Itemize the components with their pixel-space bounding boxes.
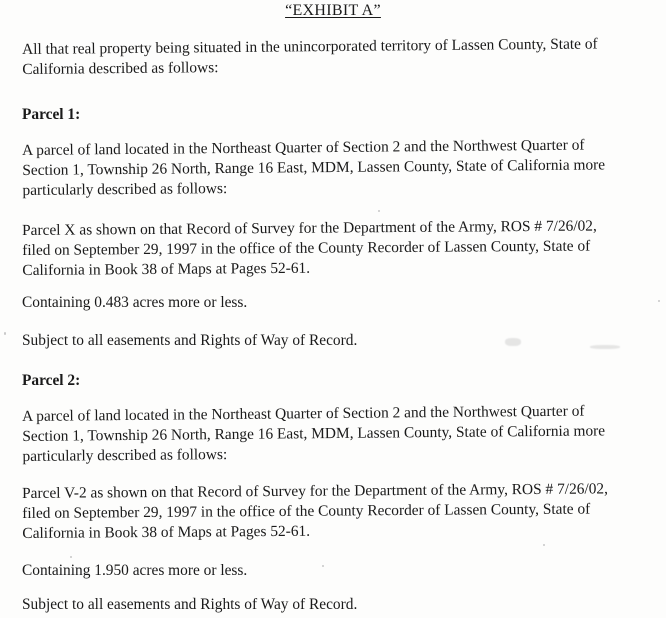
document-title: “EXHIBIT A” (285, 2, 381, 19)
parcel-1-heading: Parcel 1: (22, 106, 81, 123)
scan-speck (658, 300, 660, 302)
scan-speck (322, 565, 324, 567)
scan-speck (543, 544, 545, 546)
scan-speck (70, 556, 72, 558)
parcel-1-easements: Subject to all easements and Rights of Way of Record. (22, 332, 358, 349)
parcel-2-acreage: Containing 1.950 acres more or less. (22, 562, 248, 579)
parcel-2-easements: Subject to all easements and Rights of Way of Record. (22, 596, 358, 613)
scan-speck (4, 332, 6, 335)
parcel-2-survey-reference: Parcel V-2 as shown on that Record of Survey for the Department of the Army, ROS # 7/26/02, filed on September 29, 1997 in the office of the County Recorder of Lassen County, State of California in Book 38 of Maps at Pages 52-61. (22, 480, 609, 542)
parcel-2-heading: Parcel 2: (22, 372, 81, 389)
intro-paragraph: All that real property being situated in the unincorporated territory of Lassen County, State of California described as follows: (22, 35, 598, 78)
parcel-1-acreage: Containing 0.483 acres more or less. (22, 294, 248, 311)
scan-smudge (505, 338, 521, 346)
parcel-2-description: A parcel of land located in the Northeast Quarter of Section 2 and the Northwest Quarter of Section 1, Township 26 North, Range 16 East, MDM, Lassen County, State of California more particularly described as follows: (22, 402, 606, 465)
parcel-1-survey-reference: Parcel X as shown on that Record of Survey for the Department of the Army, ROS # 7/26/02, filed on September 29, 1997 in the office of the County Recorder of Lassen County, State of California in Book 38 of Maps at Pages 52-61. (22, 217, 597, 279)
parcel-1-description: A parcel of land located in the Northeast Quarter of Section 2 and the Northwest Quarter of Section 1, Township 26 North, Range 16 East, MDM, Lassen County, State of California more particularly described as follows: (22, 136, 606, 199)
scan-speck (378, 210, 380, 212)
scan-smudge (590, 345, 620, 349)
